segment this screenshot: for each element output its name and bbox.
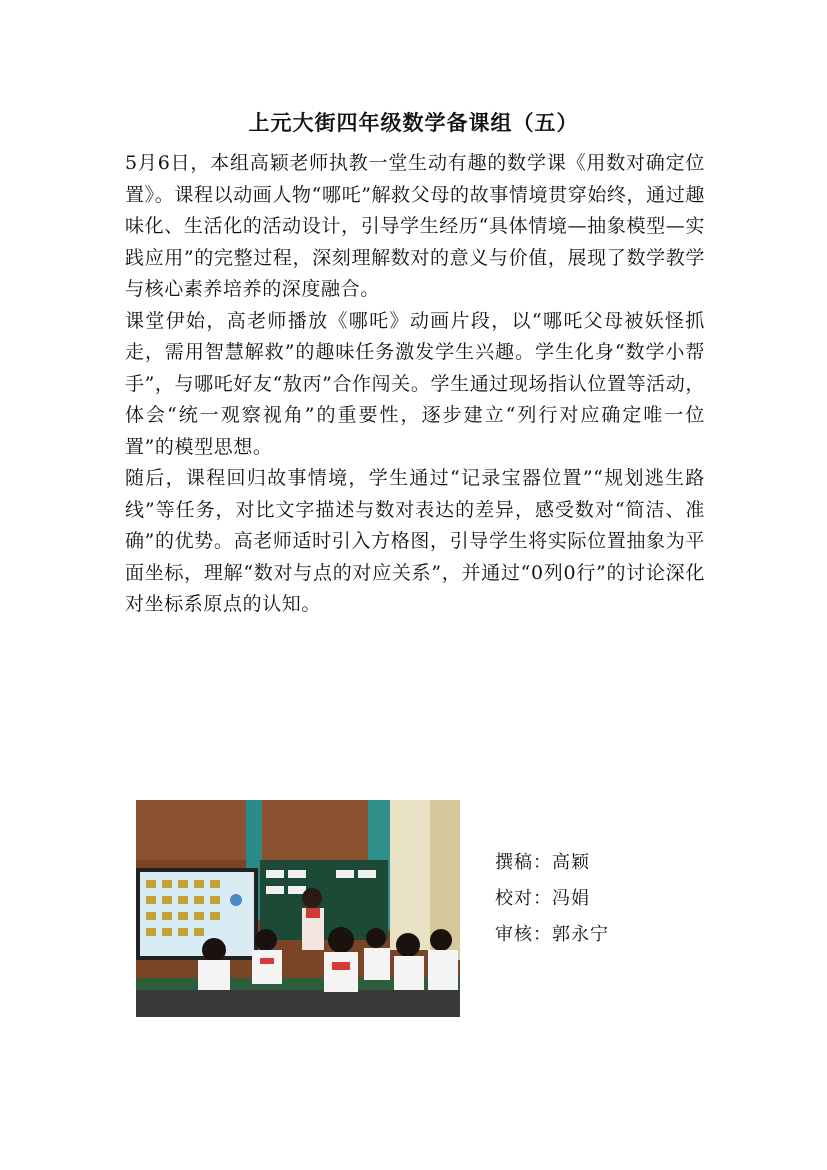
paragraph-3: 随后，课程回归故事情境，学生通过“记录宝器位置”“规划逃生路线”等任务，对比文字描述与数对表达的差异，感受数对“简洁、准确”的优势。高老师适时引入方格图，引导学生将实际位置抽象为平面坐标，理解“数对与点的对应关系”，并通过“0列0行”的讨论深化对坐标系原点的认知。 (125, 467, 705, 615)
paragraph-1: 5月6日，本组高颖老师执教一堂生动有趣的数学课《用数对确定位置》。课程以动画人物“哪吒”解救父母的故事情境贯穿始终，通过趣味化、生活化的活动设计，引导学生经历“具体情境—抽象模型—实践应用”的完整过程，深刻理解数对的意义与价值，展现了数学教学与核心素养培养的深度融合。 (125, 152, 705, 300)
document-body (125, 148, 705, 621)
credit-proofreader: 校对：冯娟 (495, 888, 590, 909)
credit-author: 撰稿：高颖 (495, 852, 590, 873)
classroom-photo (136, 800, 460, 1017)
paragraph-2: 课堂伊始，高老师播放《哪吒》动画片段，以“哪吒父母被妖怪抓走，需用智慧解救”的趣味任务激发学生兴趣。学生化身“数学小帮手”，与哪吒好友“敖丙”合作闯关。学生通过现场指认位置等活动，体会“统一观察视角”的重要性，逐步建立“列行对应确定唯一位置”的模型思想。 (125, 309, 705, 458)
credit-reviewer: 审核：郭永宁 (495, 924, 609, 945)
document-title: 上元大街四年级数学备课组（五） (248, 111, 579, 135)
credits-block (495, 845, 609, 953)
